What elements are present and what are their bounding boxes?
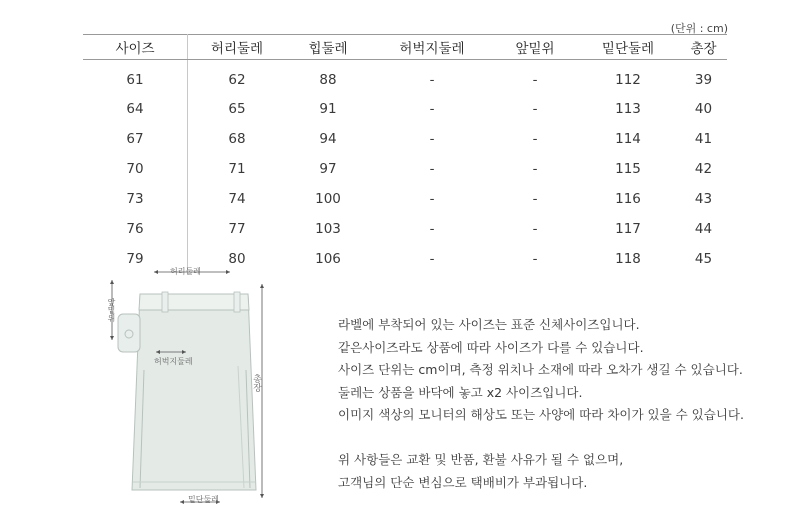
table-cell: 62: [228, 72, 246, 88]
table-cell: 97: [319, 161, 337, 177]
table-cell: 100: [315, 191, 341, 207]
table-cell: 79: [83, 244, 188, 274]
table-cell: 61: [83, 60, 188, 95]
belt-loop: [162, 292, 168, 312]
table-cell: 118: [615, 251, 641, 267]
table-cell: 44: [694, 221, 713, 237]
table-row: [83, 154, 727, 184]
note-line: 둘레는 상품을 바닥에 놓고 x2 사이즈입니다.: [338, 384, 583, 400]
size-notes: [338, 314, 744, 494]
table-cell: 70: [83, 154, 188, 184]
table-cell: -: [532, 251, 538, 267]
table-cell: -: [532, 161, 538, 177]
size-table: [83, 34, 727, 274]
note-line: 고객님의 단순 변심으로 택배비가 부과됩니다.: [338, 474, 588, 490]
table-cell: 77: [228, 221, 246, 237]
table-cell: 114: [615, 131, 641, 147]
table-cell: 71: [228, 161, 246, 177]
table-cell: 68: [228, 131, 246, 147]
table-cell: 80: [228, 251, 246, 267]
header-hip: 힙둘레: [286, 35, 370, 60]
header-size: 사이즈: [83, 35, 188, 60]
table-cell: -: [532, 221, 538, 237]
table-cell: 64: [83, 94, 188, 124]
table-cell: 91: [319, 101, 337, 117]
table-cell: -: [429, 101, 435, 117]
table-cell: -: [429, 221, 435, 237]
table-cell: 74: [228, 191, 246, 207]
table-cell: 106: [315, 251, 341, 267]
total-length-label: 총장: [251, 374, 261, 392]
skirt-measurement-figure: [100, 262, 290, 512]
table-cell: 43: [694, 191, 713, 207]
front-rise-label: 앞밑위: [107, 298, 116, 322]
table-cell: 113: [615, 101, 641, 117]
table-cell: 116: [615, 191, 641, 207]
table-cell: 39: [694, 72, 713, 88]
table-cell: -: [429, 131, 435, 147]
belt-loop: [234, 292, 240, 312]
table-cell: -: [429, 191, 435, 207]
table-cell: 73: [83, 184, 188, 214]
table-cell: 94: [319, 131, 337, 147]
header-thigh: 허벅지둘레: [370, 35, 494, 60]
note-line: 이미지 색상의 모니터의 해상도 또는 사양에 따라 차이가 있을 수 있습니다.: [338, 407, 744, 423]
table-cell: 42: [694, 161, 713, 177]
table-cell: -: [532, 101, 538, 117]
table-cell: 88: [319, 72, 337, 88]
table-cell: 103: [315, 221, 341, 237]
header-length: 총장: [680, 35, 727, 60]
table-cell: -: [429, 72, 435, 88]
table-cell: -: [532, 191, 538, 207]
table-row: [83, 60, 727, 95]
table-cell: -: [429, 161, 435, 177]
table-cell: 41: [694, 131, 713, 147]
table-cell: 115: [615, 161, 641, 177]
hip-label: 허벅지둘레: [154, 357, 193, 366]
note-line: 같은사이즈라도 상품에 따라 사이즈가 다를 수 있습니다.: [338, 339, 644, 355]
table-cell: 67: [83, 124, 188, 154]
table-row: [83, 124, 727, 154]
skirt-body: [132, 294, 256, 490]
hem-label: 밑단둘레: [188, 495, 219, 504]
note-line: 라벨에 부착되어 있는 사이즈는 표준 신체사이즈입니다.: [338, 317, 640, 332]
table-cell: 117: [615, 221, 641, 237]
unit-note: (단위 : cm): [670, 22, 728, 35]
note-line: 사이즈 단위는 cm이며, 측정 위치나 소재에 따라 오차가 생길 수 있습니다.: [338, 362, 743, 378]
header-hem: 밑단둘레: [576, 35, 680, 60]
table-cell: 112: [615, 72, 641, 88]
table-cell: -: [429, 251, 435, 267]
header-waist: 허리둘레: [188, 35, 287, 60]
skirt-waistband: [139, 294, 249, 310]
header-front-rise: 앞밑위: [494, 35, 576, 60]
table-cell: 76: [83, 214, 188, 244]
table-row: [83, 94, 727, 124]
table-cell: 45: [694, 251, 713, 267]
table-cell: -: [532, 131, 538, 147]
table-cell: 40: [694, 101, 713, 117]
table-cell: -: [532, 72, 538, 88]
table-cell: 65: [228, 101, 246, 117]
note-line: 위 사항들은 교환 및 반품, 환불 사유가 될 수 없으며,: [338, 451, 624, 467]
waist-label: 허리둘레: [170, 267, 201, 276]
table-row: [83, 214, 727, 244]
side-pocket: [118, 314, 140, 352]
notes-spacer: [338, 427, 744, 449]
table-row: [83, 184, 727, 214]
table-header-row: [83, 35, 727, 60]
